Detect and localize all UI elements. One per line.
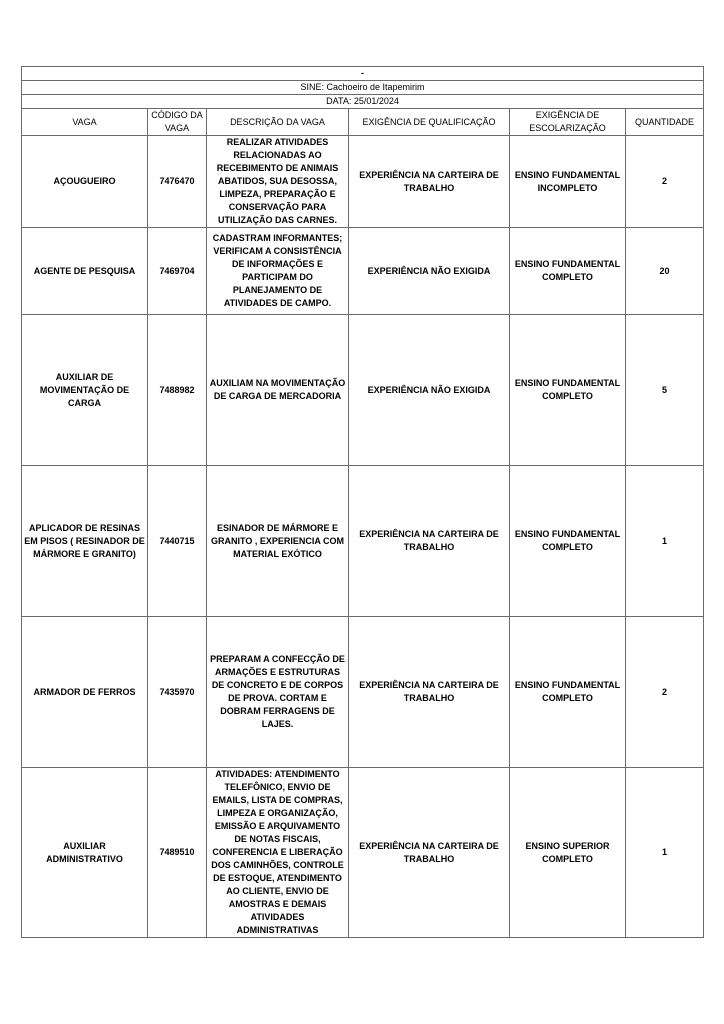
cell-vaga: AUXILIAR ADMINISTRATIVO <box>22 768 148 938</box>
cell-codigo: 7469704 <box>148 228 207 315</box>
table-header <box>22 109 704 136</box>
cell-codigo: 7488982 <box>148 315 207 466</box>
cell-vaga: APLICADOR DE RESINAS EM PISOS ( RESINADOR DE MÁRMORE E GRANITO) <box>22 466 148 617</box>
cell-quantidade: 2 <box>626 617 704 768</box>
table-row <box>22 466 704 617</box>
job-listing-sheet <box>21 66 703 938</box>
table-row <box>22 315 704 466</box>
date-label: DATA: 25/01/2024 <box>22 95 704 109</box>
date-row <box>22 95 704 109</box>
top-mark: - <box>22 67 704 81</box>
cell-descricao: ATIVIDADES: ATENDIMENTO TELEFÔNICO, ENVIO DE EMAILS, LISTA DE COMPRAS, LIMPEZA E ORGANIZAÇÃO, EMISSÃO E ARQUIVAMENTO DE NOTAS FISCAIS, CONFERENCIA E LIBERAÇÃO DOS CAMINHÕES, CONTROLE DE ESTOQUE, ATENDIMENTO AO CLIENTE, ENVIO DE AMOSTRAS E DEMAIS ATIVIDADES ADMINISTRATIVAS <box>207 768 349 938</box>
cell-escolarizacao: ENSINO FUNDAMENTAL COMPLETO <box>510 228 626 315</box>
cell-descricao: AUXILIAM NA MOVIMENTAÇÃO DE CARGA DE MERCADORIA <box>207 315 349 466</box>
job-table <box>21 66 704 938</box>
cell-codigo: 7489510 <box>148 768 207 938</box>
cell-qualificacao: EXPERIÊNCIA NA CARTEIRA DE TRABALHO <box>349 136 510 228</box>
cell-descricao: REALIZAR ATIVIDADES RELACIONADAS AO RECEBIMENTO DE ANIMAIS ABATIDOS, SUA DESOSSA, LIMPEZA, PREPARAÇÃO E CONSERVAÇÃO PARA UTILIZAÇÃO DAS CARNES. <box>207 136 349 228</box>
cell-vaga: AÇOUGUEIRO <box>22 136 148 228</box>
cell-qualificacao: EXPERIÊNCIA NA CARTEIRA DE TRABALHO <box>349 617 510 768</box>
cell-escolarizacao: ENSINO FUNDAMENTAL COMPLETO <box>510 466 626 617</box>
cell-qualificacao: EXPERIÊNCIA NÃO EXIGIDA <box>349 315 510 466</box>
col-header-qualificacao: EXIGÊNCIA DE QUALIFICAÇÃO <box>349 109 510 136</box>
col-header-codigo: CÓDIGO DA VAGA <box>148 109 207 136</box>
cell-descricao: CADASTRAM INFORMANTES; VERIFICAM A CONSISTÊNCIA DE INFORMAÇÕES E PARTICIPAM DO PLANEJAMENTO DE ATIVIDADES DE CAMPO. <box>207 228 349 315</box>
cell-quantidade: 1 <box>626 768 704 938</box>
col-header-descricao: DESCRIÇÃO DA VAGA <box>207 109 349 136</box>
cell-vaga: AGENTE DE PESQUISA <box>22 228 148 315</box>
table-row <box>22 617 704 768</box>
table-row <box>22 768 704 938</box>
cell-escolarizacao: ENSINO FUNDAMENTAL INCOMPLETO <box>510 136 626 228</box>
cell-qualificacao: EXPERIÊNCIA NÃO EXIGIDA <box>349 228 510 315</box>
cell-escolarizacao: ENSINO FUNDAMENTAL COMPLETO <box>510 617 626 768</box>
cell-quantidade: 5 <box>626 315 704 466</box>
cell-escolarizacao: ENSINO SUPERIOR COMPLETO <box>510 768 626 938</box>
cell-quantidade: 1 <box>626 466 704 617</box>
cell-quantidade: 20 <box>626 228 704 315</box>
table-row <box>22 228 704 315</box>
col-header-escolarizacao: EXIGÊNCIA DE ESCOLARIZAÇÃO <box>510 109 626 136</box>
cell-codigo: 7476470 <box>148 136 207 228</box>
cell-quantidade: 2 <box>626 136 704 228</box>
cell-descricao: ESINADOR DE MÁRMORE E GRANITO , EXPERIENCIA COM MATERIAL EXÓTICO <box>207 466 349 617</box>
cell-vaga: AUXILIAR DE MOVIMENTAÇÃO DE CARGA <box>22 315 148 466</box>
sine-row <box>22 81 704 95</box>
cell-codigo: 7440715 <box>148 466 207 617</box>
top-row <box>22 67 704 81</box>
sine-label: SINE: Cachoeiro de Itapemirim <box>22 81 704 95</box>
table-row <box>22 136 704 228</box>
col-header-vaga: VAGA <box>22 109 148 136</box>
cell-escolarizacao: ENSINO FUNDAMENTAL COMPLETO <box>510 315 626 466</box>
cell-descricao: PREPARAM A CONFECÇÃO DE ARMAÇÕES E ESTRUTURAS DE CONCRETO E DE CORPOS DE PROVA. CORTAM E DOBRAM FERRAGENS DE LAJES. <box>207 617 349 768</box>
cell-qualificacao: EXPERIÊNCIA NA CARTEIRA DE TRABALHO <box>349 768 510 938</box>
col-header-quantidade: QUANTIDADE <box>626 109 704 136</box>
cell-vaga: ARMADOR DE FERROS <box>22 617 148 768</box>
cell-qualificacao: EXPERIÊNCIA NA CARTEIRA DE TRABALHO <box>349 466 510 617</box>
cell-codigo: 7435970 <box>148 617 207 768</box>
